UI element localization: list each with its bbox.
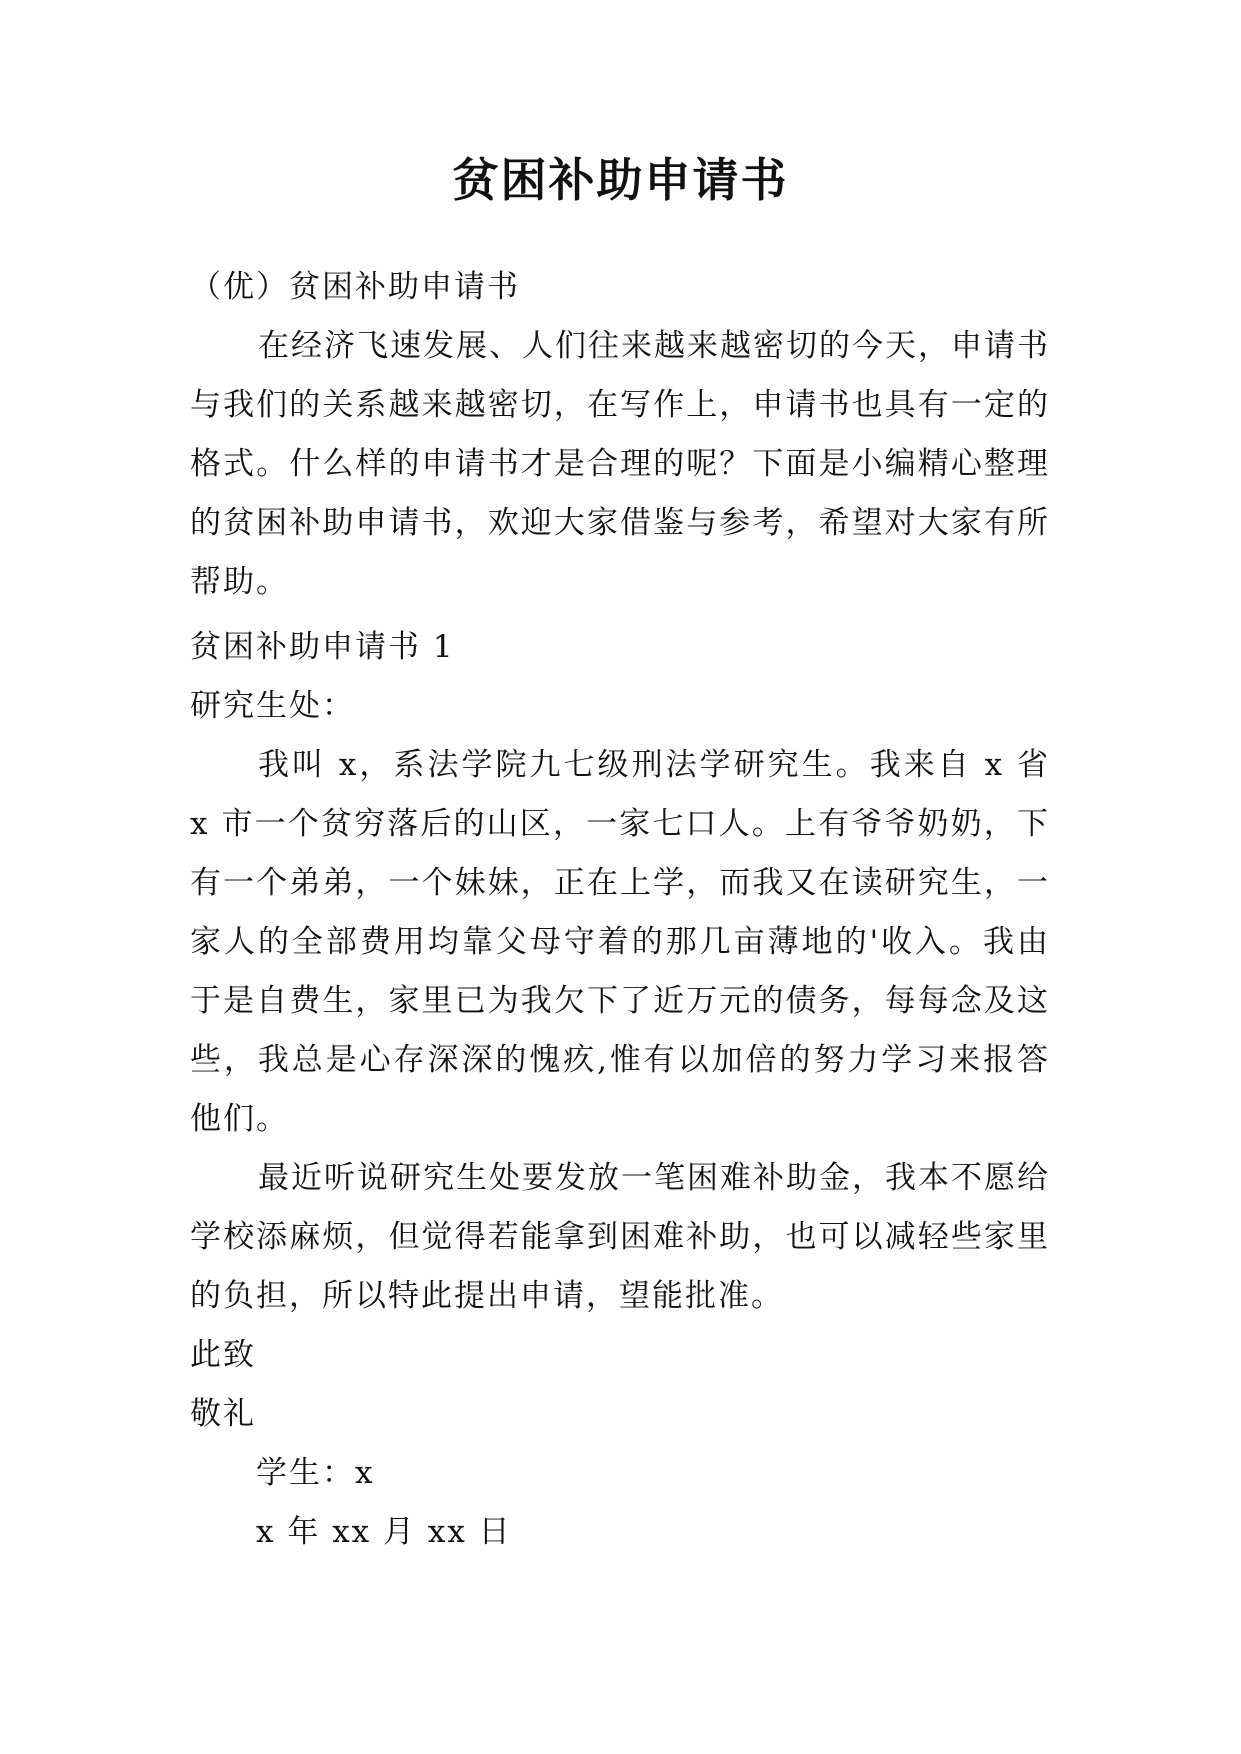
section-heading: 贫困补助申请书 1	[190, 629, 455, 665]
body-paragraph-2: 最近听说研究生处要发放一笔困难补助金，我本不愿给学校添麻烦，但觉得若能拿到困难补助，也可以减轻些家里的负担，所以特此提出申请，望能批准。	[190, 1160, 1050, 1314]
closing-line-2: 敬礼	[190, 1396, 256, 1432]
intro-paragraph: 在经济飞速发展、人们往来越来越密切的今天，申请书与我们的关系越来越密切，在写作上，申请书也具有一定的格式。什么样的申请书才是合理的呢？下面是小编精心整理的贫困补助申请书，欢迎大家借鉴与参考，希望对大家有所帮助。	[190, 328, 1050, 600]
closing-line-1: 此致	[190, 1337, 256, 1373]
subtitle-line: （优）贫困补助申请书	[190, 269, 520, 305]
date-line: x 年 xx 月 xx 日	[256, 1514, 512, 1550]
signature-line: 学生：x	[256, 1455, 375, 1491]
document-title: 贫困补助申请书	[452, 153, 789, 207]
letter-body	[190, 618, 1050, 1562]
document-body	[190, 258, 1050, 612]
body-paragraph-1: 我叫 x，系法学院九七级刑法学研究生。我来自 x 省 x 市一个贫穷落后的山区，一家七口人。上有爷爷奶奶，下有一个弟弟，一个妹妹，正在上学，而我又在读研究生，一家人的全部费用均靠父母守着的那几亩薄地的'收入。我由于是自费生，家里已为我欠下了近万元的债务，每每念及这些，我总是心存深深的愧疚,惟有以加倍的努力学习来报答他们。	[190, 747, 1050, 1137]
addressee: 研究生处：	[190, 688, 355, 724]
